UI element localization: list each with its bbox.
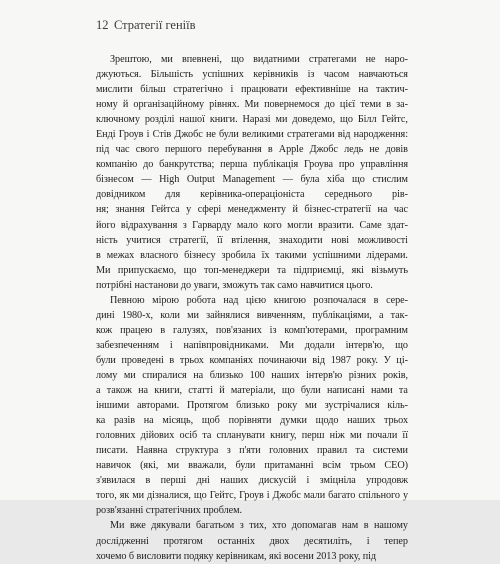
text-line: ка разів на місяць, щоб порівняти думки щодо наших трьох — [96, 415, 408, 427]
text-line: Певною мірою робота над цією книгою розпочалася в сере- — [110, 294, 408, 306]
text-line: лому ми спиралися на близько 100 наших інтерв'ю різних років, — [96, 369, 408, 381]
text-line: довідником для керівника-операціоніста середнього рів- — [96, 189, 408, 201]
paragraph — [96, 518, 408, 563]
text-line: мислити більш стратегічно і працювати ефективніше на тактич- — [96, 84, 408, 96]
text-line: потрібні настанови до уваги, зможуть так само навчитися цього. — [96, 279, 373, 291]
text-line: ключному розділі нашої книги. Наразі ми доведемо, що Білл Гейтс, — [96, 114, 408, 126]
text-line: ність учитися стратегії, її втілення, знаходити нові можливості — [96, 234, 408, 246]
page-number: 12 — [96, 18, 109, 32]
paragraph — [96, 293, 408, 519]
text-line: його відрахування з Гарварду мало кого могли вразити. Саме здат- — [96, 219, 408, 231]
text-line: Зрештою, ми впевнені, що видатними стратегами не наро- — [110, 54, 408, 65]
text-line: в межах власного бізнесу зробила їх такими успішними лідерами. — [96, 249, 408, 261]
text-line: були проведені в трьох компаніях починаючи від 1987 року. У ці- — [96, 354, 408, 366]
running-title: Стратегії геніїв — [114, 18, 196, 32]
paragraph — [96, 52, 408, 293]
text-line: бізнесом — High Output Management — була хіба що стислим — [96, 174, 408, 186]
page-header — [96, 18, 436, 36]
text-line: джуються. Більшість успішних керівників із часом навчаються — [96, 69, 408, 81]
text-line: хочемо б висловити подяку керівникам, які восени 2013 року, під — [96, 550, 377, 562]
text-line: Енді Гроув і Стів Джобс не були великими стратегами від народження: — [96, 129, 408, 141]
text-line: компанію до банкрутства; перша публікація Гроува про управління — [96, 159, 408, 171]
text-line: іншими авторами. Протягом близько року ми зустрічалися кіль- — [96, 400, 408, 412]
body-text — [96, 52, 408, 564]
text-line: ному й організаційному рівнях. Ми повернемося до цієї теми в за- — [96, 99, 408, 111]
text-line: навичок (які, ми вважали, були притаманні всім трьом CEO) — [96, 460, 408, 472]
text-line: розв'язанні стратегічних проблем. — [96, 505, 242, 517]
text-line: Ми припускаємо, що топ-менеджери та підприємці, які візьмуть — [96, 264, 408, 276]
text-line: дині 1980-х, коли ми зайнялися вивченням, публікаціями, а так- — [96, 309, 408, 321]
text-line: під час свого першого перебування в Apple Джобс ледь не довів — [96, 144, 408, 156]
text-line: того, як ми дізналися, що Гейтс, Гроув і Джобс мали багато спільного у — [96, 490, 408, 502]
text-line: з'явилася в перші дні наших дискусій і зміцніла упродовж — [96, 475, 408, 487]
text-line: кож працею в галузях, пов'язаних із комп'ютерами, програмним — [96, 324, 408, 336]
text-line: дослідженні протягом останніх двох десятиліть, і тепер — [96, 535, 408, 547]
text-line: забезпеченням і напівпровідниками. Ми додали інтерв'ю, що — [96, 339, 408, 351]
text-line: Ми вже дякували багатьом з тих, хто допомагав нам в нашому — [110, 520, 408, 532]
text-line: головних дійових осіб та спланувати книгу, перш ніж ми почали її — [96, 430, 408, 442]
text-line: а також на книги, статті й матеріали, що були написані нами та — [96, 385, 408, 397]
text-line: писати. Наявна структура з п'яти головних правил та системи — [96, 445, 408, 457]
text-line: ня; знання Гейтса у сфері менеджменту й бізнес-стратегії на час — [96, 204, 408, 216]
